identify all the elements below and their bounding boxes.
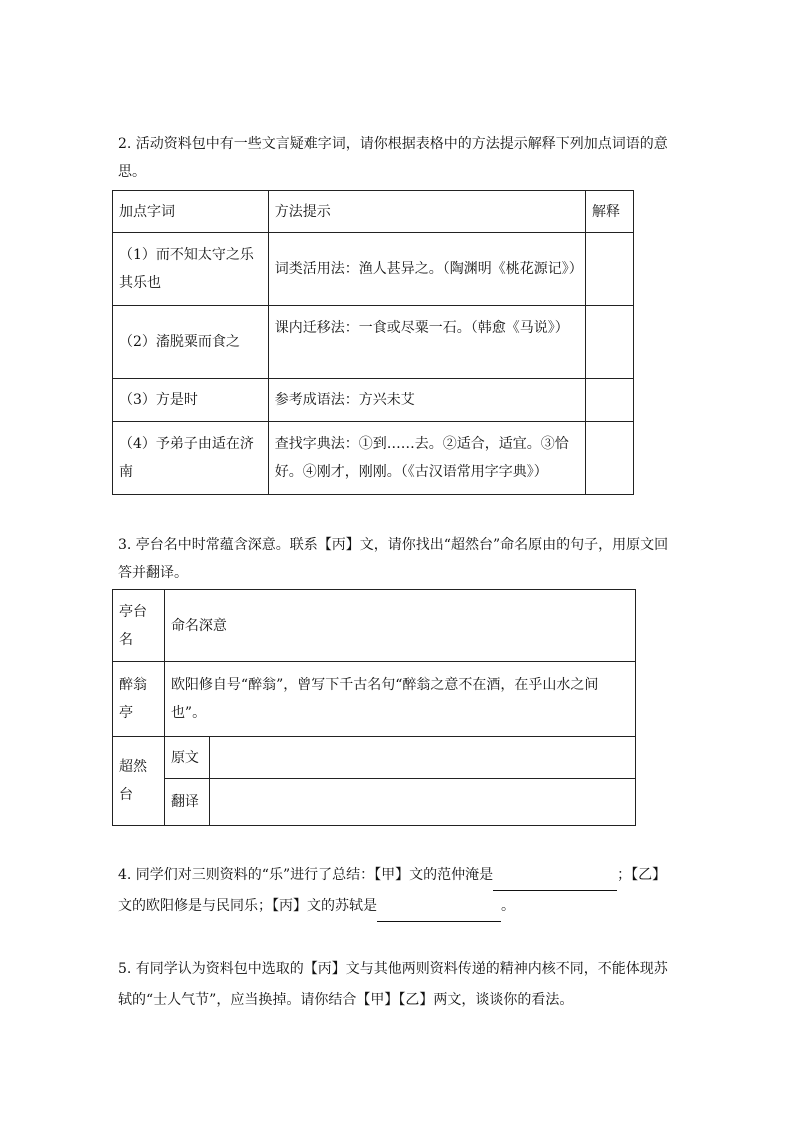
answer-cell[interactable]	[586, 306, 634, 379]
question-5	[118, 954, 678, 1016]
original-text-answer-cell[interactable]	[209, 737, 635, 779]
word-cell: （1）而不知太守之乐其乐也	[113, 233, 269, 306]
meaning-cell: 欧阳修自号“醉翁”，曾写下千古名句“醉翁之意不在酒，在乎山水之间也”。	[164, 662, 635, 737]
answer-cell[interactable]	[586, 422, 634, 495]
question-4	[118, 860, 678, 922]
table-row	[113, 662, 636, 737]
header-cell: 解释	[586, 191, 634, 233]
pavilion-name-cell: 醉翁亭	[113, 662, 165, 737]
method-cell: 查找字典法：①到……去。②适合，适宜。③恰好。④刚才，刚刚。（《古汉语常用字字典》）	[268, 422, 585, 495]
answer-blank-2[interactable]	[377, 903, 501, 922]
sub-label-cell: 原文	[164, 737, 209, 779]
question-2-text: 2. 活动资料包中有一些文言疑难字词，请你根据表格中的方法提示解释下列加点词语的意思。	[118, 136, 668, 180]
method-cell: 词类活用法：渔人甚异之。（陶渊明《桃花源记》）	[268, 233, 585, 306]
pavilion-table	[112, 589, 636, 826]
question-4-part3: 。	[501, 898, 515, 914]
question-4-line	[118, 860, 678, 922]
meaning-header: 命名深意	[164, 590, 635, 662]
question-2	[118, 130, 678, 186]
table-row	[113, 233, 634, 306]
table-row	[113, 779, 636, 826]
table-row	[113, 737, 636, 779]
table-row	[113, 379, 634, 422]
question-3	[118, 531, 678, 587]
word-explanation-table	[112, 190, 634, 495]
question-5-text: 5. 有同学认为资料包中选取的【丙】文与其他两则资料传递的精神内核不同，不能体现苏轼的“士人气节”，应当换掉。请你结合【甲】【乙】两文，谈谈你的看法。	[118, 961, 668, 1008]
table-header-row	[113, 590, 636, 662]
header-cell: 方法提示	[268, 191, 585, 233]
question-4-part1: 4. 同学们对三则资料的“乐”进行了总结：【甲】文的范仲淹是	[118, 867, 494, 883]
question-3-text: 3. 亭台名中时常蕴含深意。联系【丙】文，请你找出“超然台”命名原由的句子，用原文回答并翻译。	[118, 537, 669, 581]
table-row	[113, 422, 634, 495]
pavilion-name-cell: 超然台	[113, 737, 165, 826]
table-row	[113, 306, 634, 379]
answer-blank-1[interactable]	[493, 872, 617, 891]
pavilion-name-header: 亭台名	[113, 590, 165, 662]
method-cell: 课内迁移法：一食或尽粟一石。（韩愈《马说》）	[268, 306, 585, 379]
table-header-row	[113, 191, 634, 233]
word-cell: （2）滀脱粟而食之	[113, 306, 269, 379]
header-cell: 加点字词	[113, 191, 269, 233]
answer-cell[interactable]	[586, 233, 634, 306]
sub-label-cell: 翻译	[164, 779, 209, 826]
question-4-part2: ；【乙】文的欧阳修是与民同乐；【丙】文的苏轼是	[118, 867, 667, 914]
translation-answer-cell[interactable]	[209, 779, 635, 826]
word-cell: （4）予弟子由适在济南	[113, 422, 269, 495]
answer-cell[interactable]	[586, 379, 634, 422]
method-cell: 参考成语法：方兴未艾	[268, 379, 585, 422]
word-cell: （3）方是时	[113, 379, 269, 422]
